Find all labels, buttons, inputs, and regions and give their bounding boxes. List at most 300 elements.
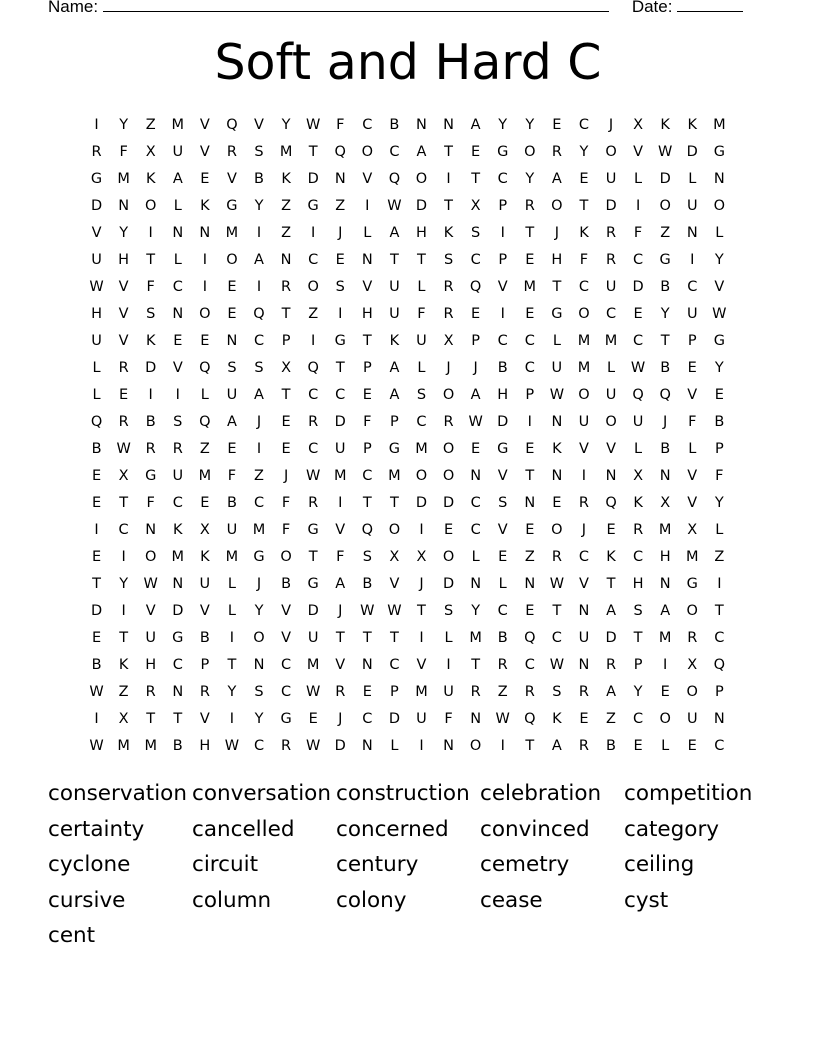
grid-letter: Q	[90, 413, 103, 430]
grid-letter: O	[442, 440, 455, 457]
grid-letter: E	[91, 548, 102, 565]
grid-letter: U	[578, 413, 590, 430]
grid-letter: R	[145, 683, 156, 700]
grid-letter: C	[362, 710, 373, 727]
grid-letter: P	[390, 683, 399, 700]
grid-letter: I	[365, 197, 370, 214]
grid-letter: Q	[307, 359, 319, 376]
grid-letter: U	[686, 197, 698, 214]
grid-letter: R	[687, 629, 698, 646]
grid-letter: N	[578, 602, 590, 619]
grid-letter: C	[524, 332, 535, 349]
grid-letter: O	[469, 737, 482, 754]
grid-letter: R	[497, 656, 508, 673]
grid-letter: Q	[632, 386, 644, 403]
grid-letter: A	[389, 359, 400, 376]
word-bank-item: competition	[624, 781, 753, 806]
grid-letter: V	[281, 629, 292, 646]
grid-letter: Q	[659, 386, 671, 403]
grid-letter: J	[581, 521, 587, 538]
grid-letter: V	[687, 494, 698, 511]
grid-letter: K	[145, 332, 156, 349]
grid-letter: K	[145, 170, 156, 187]
word-bank-item: conservation	[48, 781, 187, 806]
grid-letter: C	[524, 359, 535, 376]
grid-letter: N	[172, 305, 184, 322]
grid-letter: C	[308, 440, 319, 457]
grid-letter: T	[119, 494, 129, 511]
grid-letter: C	[714, 737, 725, 754]
grid-letter: M	[198, 467, 212, 484]
grid-row	[83, 435, 733, 462]
grid-letter: R	[172, 440, 183, 457]
word-bank-item: concerned	[336, 816, 449, 842]
grid-letter: B	[660, 359, 671, 376]
grid-letter: S	[254, 683, 264, 700]
grid-letter: E	[633, 737, 643, 754]
grid-letter: I	[690, 251, 695, 268]
grid-letter: Q	[524, 629, 536, 646]
grid-letter: G	[497, 440, 509, 457]
grid-letter: T	[417, 602, 426, 619]
grid-letter: O	[442, 467, 455, 484]
grid-letter: C	[416, 413, 427, 430]
grid-letter: O	[415, 170, 428, 187]
grid-letter: E	[281, 413, 291, 430]
grid-letter: F	[146, 494, 155, 511]
grid-letter: U	[605, 386, 617, 403]
grid-letter: S	[227, 359, 237, 376]
grid-letter: C	[714, 629, 725, 646]
grid-letter: R	[91, 143, 102, 160]
grid-letter: V	[687, 386, 698, 403]
word-bank-item: cancelled	[192, 816, 295, 842]
grid-letter: O	[551, 197, 563, 214]
grid-letter: R	[281, 737, 292, 754]
grid-letter: V	[416, 656, 427, 673]
grid-letter: O	[578, 305, 590, 322]
grid-letter: U	[307, 629, 319, 646]
grid-letter: M	[144, 737, 157, 754]
grid-letter: I	[311, 332, 316, 349]
grid-letter: S	[254, 359, 264, 376]
grid-letter: U	[226, 521, 238, 538]
grid-letter: Q	[713, 656, 726, 673]
grid-letter: R	[443, 413, 454, 430]
grid-letter: X	[633, 467, 644, 484]
grid-letter: U	[334, 440, 346, 457]
grid-letter: F	[119, 143, 128, 160]
grid-letter: G	[226, 197, 238, 214]
grid-letter: S	[443, 251, 454, 268]
grid-letter: E	[579, 170, 589, 187]
grid-letter: Y	[525, 170, 535, 187]
grid-letter: F	[579, 251, 589, 268]
grid-letter: Z	[606, 710, 616, 727]
grid-letter: K	[687, 116, 698, 133]
grid-letter: G	[334, 332, 346, 349]
grid-letter: W	[89, 683, 104, 700]
grid-letter: I	[338, 305, 343, 322]
grid-letter: M	[469, 629, 482, 646]
grid-letter: C	[633, 332, 644, 349]
grid-letter: I	[256, 278, 262, 295]
grid-letter: C	[253, 494, 265, 511]
grid-letter: E	[687, 359, 697, 376]
grid-row	[83, 678, 733, 705]
grid-letter: U	[91, 251, 102, 268]
grid-letter: O	[442, 548, 455, 565]
grid-letter: N	[361, 737, 373, 754]
grid-letter: R	[524, 683, 535, 700]
grid-letter: N	[659, 575, 671, 592]
grid-letter: M	[577, 332, 591, 349]
grid-letter: L	[200, 386, 209, 403]
grid-letter: F	[281, 521, 291, 538]
grid-letter: X	[199, 521, 210, 538]
grid-letter: S	[254, 143, 264, 160]
grid-letter: A	[254, 386, 264, 403]
grid-letter: Y	[254, 710, 264, 727]
grid-letter: T	[525, 467, 535, 484]
grid-letter: C	[578, 548, 589, 565]
grid-letter: P	[390, 413, 399, 430]
grid-letter: F	[715, 467, 724, 484]
grid-letter: L	[92, 359, 101, 376]
grid-letter: I	[175, 386, 180, 403]
word-bank-item: ceiling	[624, 852, 695, 878]
grid-row	[83, 111, 733, 138]
grid-letter: O	[713, 197, 726, 214]
grid-letter: T	[606, 575, 616, 592]
grid-letter: I	[256, 224, 262, 241]
grid-letter: N	[361, 656, 373, 673]
grid-letter: T	[173, 710, 183, 727]
grid-letter: M	[415, 683, 428, 700]
grid-letter: M	[658, 521, 672, 538]
grid-letter: C	[362, 116, 373, 133]
grid-letter: C	[335, 386, 346, 403]
grid-letter: H	[91, 305, 102, 322]
grid-letter: I	[94, 710, 99, 727]
grid-letter: C	[118, 521, 129, 538]
grid-letter: V	[335, 656, 346, 673]
grid-letter: A	[606, 602, 616, 619]
grid-letter: W	[387, 602, 402, 619]
grid-letter: C	[497, 602, 508, 619]
grid-letter: V	[497, 278, 508, 295]
grid-letter: A	[254, 251, 264, 268]
grid-letter: O	[415, 467, 428, 484]
grid-letter: J	[338, 602, 343, 619]
word-bank-item: category	[624, 816, 720, 842]
grid-letter: N	[713, 170, 725, 187]
grid-letter: N	[280, 251, 292, 268]
grid-letter: T	[362, 629, 372, 646]
grid-letter: C	[633, 548, 644, 565]
grid-row	[83, 732, 733, 759]
grid-letter: V	[497, 521, 508, 538]
grid-letter: T	[579, 197, 589, 214]
grid-letter: S	[552, 683, 562, 700]
date-blank	[677, 0, 743, 12]
grid-letter: U	[416, 710, 427, 727]
grid-letter: N	[659, 467, 671, 484]
grid-letter: D	[659, 170, 671, 187]
grid-letter: I	[256, 440, 262, 457]
grid-letter: Z	[281, 197, 292, 214]
grid-letter: R	[199, 683, 210, 700]
grid-letter: F	[336, 548, 345, 565]
grid-letter: R	[281, 278, 292, 295]
grid-letter: N	[172, 683, 184, 700]
grid-letter: C	[687, 278, 698, 295]
grid-letter: U	[551, 359, 563, 376]
grid-letter: I	[202, 251, 207, 268]
grid-letter: V	[199, 143, 210, 160]
grid-row	[83, 327, 733, 354]
grid-letter: L	[227, 575, 236, 592]
grid-letter: A	[335, 575, 346, 592]
name-blank	[103, 0, 609, 12]
grid-letter: N	[443, 116, 454, 133]
grid-letter: C	[172, 278, 183, 295]
grid-letter: Y	[281, 116, 291, 133]
grid-letter: E	[91, 494, 102, 511]
name-label: Name:	[48, 0, 99, 16]
grid-letter: F	[633, 224, 643, 241]
grid-letter: U	[145, 629, 156, 646]
grid-letter: P	[362, 359, 372, 376]
grid-row	[83, 300, 733, 327]
grid-letter: C	[470, 521, 481, 538]
grid-letter: B	[172, 737, 183, 754]
grid-letter: L	[552, 332, 561, 349]
grid-letter: W	[360, 602, 375, 619]
grid-letter: I	[717, 575, 722, 592]
grid-letter: M	[713, 116, 726, 133]
grid-letter: A	[389, 224, 400, 241]
grid-letter: Y	[254, 197, 264, 214]
grid-letter: O	[659, 710, 671, 727]
grid-letter: U	[226, 386, 238, 403]
grid-letter: Y	[119, 575, 129, 592]
grid-row	[83, 273, 733, 300]
grid-letter: T	[633, 629, 643, 646]
grid-letter: W	[549, 656, 565, 673]
grid-letter: K	[633, 494, 643, 511]
grid-letter: R	[633, 521, 644, 538]
grid-letter: T	[92, 575, 101, 592]
grid-letter: T	[417, 251, 426, 268]
grid-letter: B	[497, 359, 508, 376]
word-bank-item: conversation	[192, 781, 331, 806]
grid-row	[83, 219, 733, 246]
grid-letter: O	[388, 521, 401, 538]
grid-letter: V	[199, 710, 210, 727]
grid-letter: L	[417, 278, 426, 295]
grid-letter: O	[144, 548, 157, 565]
grid-letter: L	[688, 170, 697, 187]
grid-letter: N	[470, 710, 482, 727]
grid-letter: S	[471, 224, 481, 241]
page-title: Soft and Hard C	[214, 34, 602, 91]
grid-letter: N	[686, 224, 698, 241]
grid-letter: T	[389, 251, 399, 268]
grid-letter: A	[606, 683, 616, 700]
grid-letter: C	[172, 656, 183, 673]
grid-letter: V	[199, 116, 210, 133]
grid-letter: W	[549, 386, 565, 403]
grid-letter: J	[663, 413, 668, 430]
grid-letter: G	[145, 467, 157, 484]
grid-letter: O	[659, 197, 671, 214]
grid-letter: L	[661, 737, 670, 754]
grid-letter: J	[256, 575, 262, 592]
grid-letter: O	[226, 251, 238, 268]
grid-letter: Z	[660, 224, 671, 241]
grid-letter: N	[253, 656, 265, 673]
grid-letter: I	[94, 116, 99, 133]
grid-letter: Z	[308, 305, 319, 322]
grid-letter: N	[470, 575, 482, 592]
grid-letter: Z	[714, 548, 725, 565]
grid-letter: E	[335, 251, 345, 268]
grid-row	[83, 597, 733, 624]
grid-letter: T	[362, 494, 372, 511]
grid-letter: A	[172, 170, 183, 187]
grid-letter: N	[578, 656, 590, 673]
grid-letter: L	[606, 359, 616, 376]
grid-letter: Y	[525, 116, 535, 133]
grid-letter: V	[118, 332, 129, 349]
grid-letter: R	[605, 224, 617, 241]
grid-letter: E	[362, 386, 372, 403]
grid-letter: Z	[524, 548, 535, 565]
grid-letter: J	[554, 224, 559, 241]
grid-letter: W	[387, 197, 402, 214]
grid-letter: O	[280, 548, 292, 565]
grid-letter: Q	[524, 710, 536, 727]
grid-letter: E	[525, 251, 535, 268]
grid-letter: K	[606, 548, 616, 565]
grid-letter: B	[714, 413, 725, 430]
grid-letter: P	[281, 332, 291, 349]
grid-letter: O	[578, 386, 590, 403]
grid-letter: S	[173, 413, 183, 430]
grid-letter: R	[226, 143, 237, 160]
grid-letter: D	[605, 197, 617, 214]
grid-letter: R	[308, 413, 319, 430]
grid-letter: R	[335, 683, 346, 700]
grid-row	[83, 489, 733, 516]
grid-letter: J	[338, 224, 343, 241]
grid-letter: X	[281, 359, 292, 376]
grid-letter: P	[525, 386, 535, 403]
grid-letter: W	[89, 278, 104, 295]
grid-letter: D	[442, 494, 455, 511]
grid-letter: O	[253, 629, 265, 646]
grid-letter: E	[525, 440, 535, 457]
grid-letter: A	[660, 602, 671, 619]
grid-letter: I	[229, 629, 235, 646]
grid-letter: N	[713, 710, 725, 727]
grid-letter: K	[281, 170, 291, 187]
grid-letter: K	[660, 116, 670, 133]
grid-letter: W	[630, 359, 646, 376]
grid-letter: M	[686, 548, 699, 565]
grid-letter: K	[200, 197, 210, 214]
grid-letter: R	[443, 305, 454, 322]
grid-letter: M	[171, 548, 185, 565]
grid-letter: I	[148, 224, 153, 241]
grid-letter: D	[307, 602, 319, 619]
grid-letter: S	[633, 602, 643, 619]
grid-letter: T	[146, 710, 156, 727]
grid-letter: J	[419, 575, 424, 592]
grid-letter: E	[308, 710, 318, 727]
grid-letter: R	[470, 683, 481, 700]
grid-letter: L	[390, 737, 399, 754]
grid-letter: I	[229, 710, 235, 727]
grid-letter: V	[497, 467, 508, 484]
grid-letter: E	[606, 521, 616, 538]
grid-letter: L	[715, 224, 724, 241]
grid-letter: G	[307, 521, 319, 538]
grid-letter: X	[118, 710, 129, 727]
grid-row	[83, 570, 733, 597]
grid-letter: R	[605, 656, 617, 673]
grid-letter: K	[552, 710, 562, 727]
grid-letter: L	[173, 197, 182, 214]
grid-letter: I	[446, 656, 451, 673]
grid-letter: Q	[469, 278, 482, 295]
grid-letter: T	[444, 197, 453, 214]
grid-letter: I	[121, 602, 126, 619]
grid-letter: I	[500, 737, 505, 754]
grid-letter: T	[119, 629, 129, 646]
grid-letter: Z	[497, 683, 508, 700]
grid-letter: I	[311, 224, 316, 241]
grid-letter: Z	[281, 224, 292, 241]
grid-letter: E	[525, 305, 535, 322]
grid-letter: C	[362, 467, 373, 484]
grid-letter: T	[308, 143, 318, 160]
grid-letter: M	[306, 656, 320, 673]
grid-letter: S	[416, 386, 427, 403]
grid-letter: P	[714, 683, 724, 700]
grid-letter: F	[227, 467, 237, 484]
grid-letter: G	[172, 629, 184, 646]
grid-letter: O	[442, 386, 455, 403]
word-bank-item: certainty	[48, 816, 145, 842]
grid-letter: V	[362, 170, 373, 187]
grid-letter: L	[92, 386, 101, 403]
grid-letter: C	[389, 656, 400, 673]
grid-letter: B	[199, 629, 210, 646]
grid-letter: C	[470, 251, 481, 268]
grid-letter: E	[200, 494, 210, 511]
grid-letter: K	[118, 656, 129, 673]
grid-letter: H	[659, 548, 671, 565]
grid-letter: I	[635, 197, 641, 214]
grid-letter: M	[415, 440, 428, 457]
grid-letter: M	[604, 332, 618, 349]
grid-letter: N	[145, 521, 157, 538]
grid-letter: T	[227, 656, 237, 673]
word-bank-item: cease	[480, 887, 543, 913]
grid-letter: E	[687, 737, 697, 754]
